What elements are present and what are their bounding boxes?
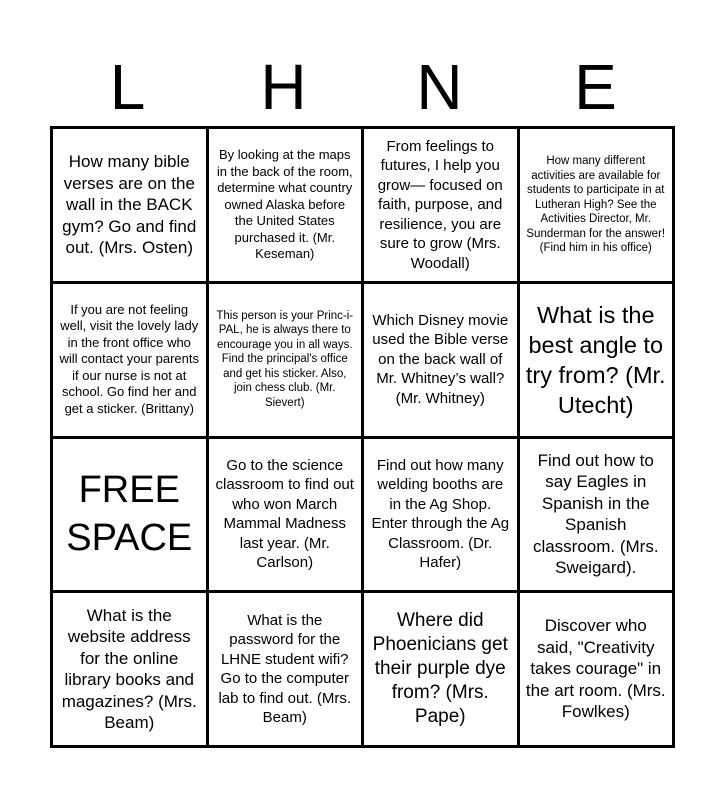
- cell-text: Find out how many welding booths are in the Ag Shop. Enter through the Ag Classroom. (Dr. Hafer): [371, 456, 510, 572]
- bingo-cell[interactable]: [53, 284, 206, 436]
- cell-text: What is the best angle to try from? (Mr. Utecht): [525, 301, 666, 418]
- bingo-cell[interactable]: [520, 284, 673, 436]
- bingo-cell[interactable]: [209, 593, 362, 745]
- cell-text: Discover who said, "Creativity takes courage" in the art room. (Mrs. Fowlkes): [525, 616, 666, 722]
- bingo-cell[interactable]: [364, 284, 517, 436]
- cell-text: What is the website address for the online library books and magazines? (Mrs. Beam): [61, 605, 197, 733]
- bingo-cell[interactable]: [209, 129, 362, 281]
- cell-text: This person is your Princ-i-PAL, he is always there to encourage you in all ways. Find the principal's office and get his sticker. Also, join chess club. (Mr. Sievert): [216, 309, 354, 409]
- bingo-cell[interactable]: [520, 129, 673, 281]
- bingo-cell[interactable]: [364, 593, 517, 745]
- header-letter-n: N: [416, 51, 463, 123]
- bingo-card-grid: [50, 126, 675, 748]
- bingo-cell[interactable]: [364, 439, 517, 591]
- bingo-cell[interactable]: [520, 439, 673, 591]
- cell-text: From feelings to futures, I help you grow— focused on faith, purpose, and resilience, you are sure to grow (Mrs. Woodall): [377, 137, 503, 272]
- cell-text: How many different activities are available for students to participate in at Lutheran High? See the Activities Director, Mr. Sunderman for the answer! (Find him in his office): [526, 155, 666, 255]
- cell-text: How many bible verses are on the wall in the BACK gym? Go and find out. (Mrs. Osten): [62, 152, 197, 258]
- bingo-cell[interactable]: [209, 439, 362, 591]
- cell-text: Where did Phoenicians get their purple dye from? (Mrs. Pape): [372, 610, 508, 728]
- cell-text: Go to the science classroom to find out who won March Mammal Madness last year. (Mr. Carlson): [215, 456, 354, 572]
- header-letter-e: E: [574, 51, 617, 123]
- header-letter-h: H: [260, 51, 307, 123]
- bingo-cell[interactable]: [53, 593, 206, 745]
- cell-text: By looking at the maps in the back of the room, determine what country owned Alaska before the United States purchased it. (Mr. Keseman): [216, 147, 353, 262]
- bingo-cell[interactable]: [520, 593, 673, 745]
- bingo-header: [50, 48, 675, 126]
- cell-text: What is the password for the LHNE student wifi? Go to the computer lab to find out. (Mrs. Beam): [218, 611, 352, 727]
- bingo-cell[interactable]: [53, 129, 206, 281]
- free-space-cell[interactable]: [53, 439, 206, 591]
- bingo-cell[interactable]: [364, 129, 517, 281]
- header-letter-l: L: [109, 51, 146, 123]
- bingo-cell[interactable]: [209, 284, 362, 436]
- free-space-text: FREE SPACE: [66, 469, 193, 560]
- cell-text: If you are not feeling well, visit the lovely lady in the front office who will contact your parents if our nurse is not at school. Go find her and get a sticker. (Brittany): [59, 301, 199, 416]
- cell-text: Find out how to say Eagles in Spanish in the Spanish classroom. (Mrs. Sweigard).: [532, 450, 659, 578]
- cell-text: Which Disney movie used the Bible verse on the back wall of Mr. Whitney’s wall? (Mr. Whitney): [372, 311, 509, 407]
